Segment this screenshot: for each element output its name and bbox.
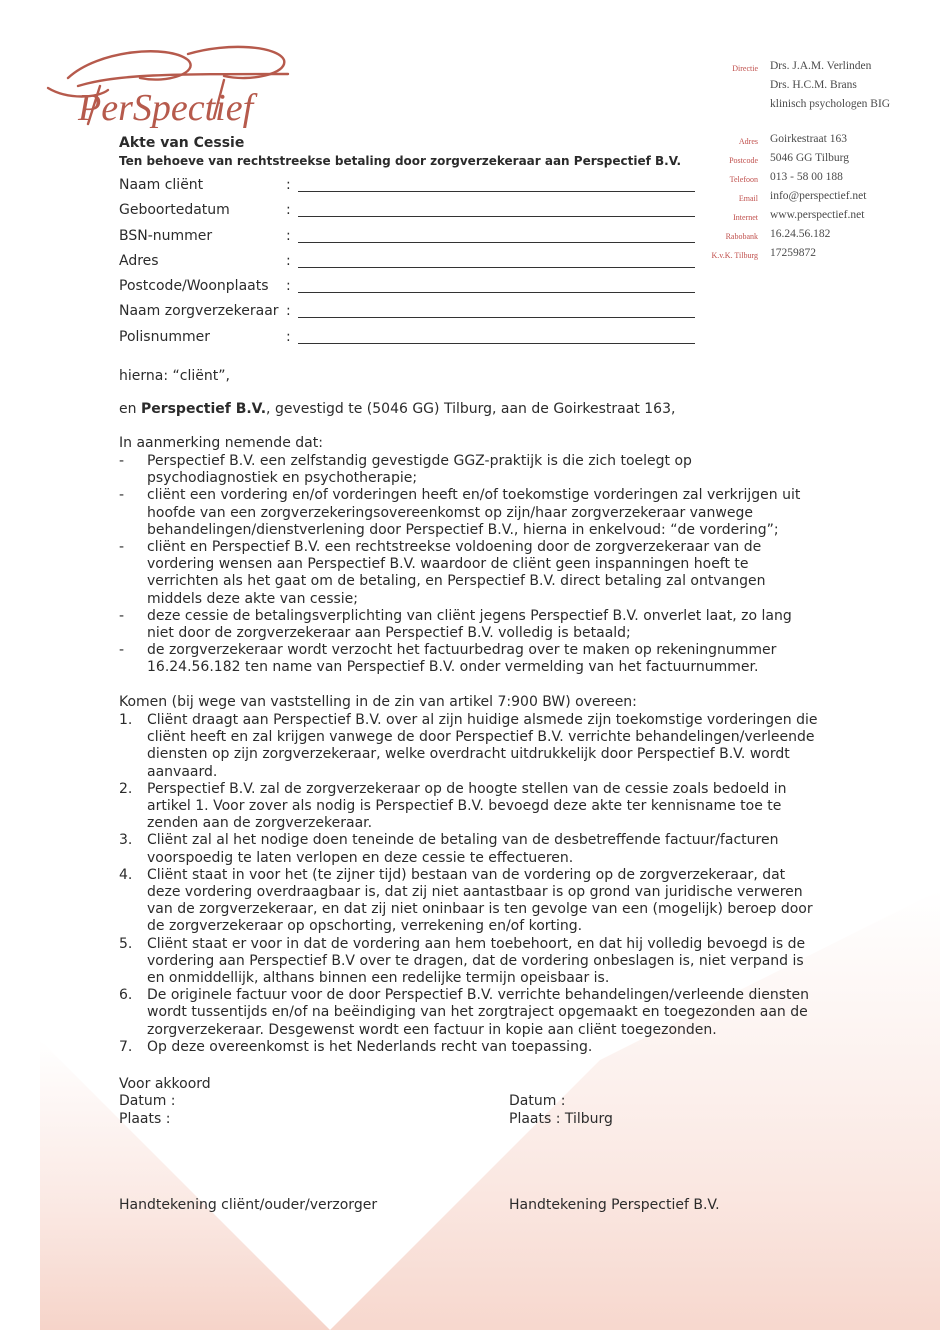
field-colon: :: [286, 202, 291, 219]
bullet-dash: -: [119, 642, 125, 659]
document-title: Akte van Cessie: [119, 135, 245, 151]
fill-in-line[interactable]: [298, 292, 695, 293]
article-number: 7.: [119, 1038, 133, 1055]
contact-sidebar: [690, 60, 930, 266]
contact-row: [690, 79, 930, 98]
field-label: Polisnummer: [119, 328, 210, 345]
form-field-adres: [119, 253, 699, 278]
bullet-dash: -: [119, 487, 125, 504]
field-colon: :: [286, 303, 291, 320]
article-item: 3. Cliënt zal al het nodige doen teneinde de betaling van de desbetreffende factuur/facturen voorspoedig te laten verlopen en deze cessie te effectueren.: [119, 832, 779, 866]
field-label: Adres: [119, 252, 159, 269]
contact-row: [690, 152, 930, 171]
article-number: 4.: [119, 866, 133, 883]
fill-in-line[interactable]: [298, 343, 695, 344]
contact-value: 16.24.56.182: [770, 228, 831, 240]
article-item: 5. Cliënt staat er voor in dat de vordering aan hem toebehoort, en dat hij volledig bevoegd is de vordering aan Perspectief B.V over te dragen, dat de vordering onbeslagen is, niet verpand is en onmiddellijk, althans binnen een redelijke termijn opeisbaar is.: [119, 935, 806, 987]
field-colon: :: [286, 328, 291, 345]
fill-in-line[interactable]: [298, 242, 695, 243]
article-number: 2.: [119, 780, 133, 797]
article-item: 4. Cliënt staat in voor het (te zijner tijd) bestaan van de vordering op de zorgverzekeraar, dat deze vordering overdraagbaar is, dat zij niet aantastbaar is op grond van juridische verweren van de zorgverzekeraar, en dat zij niet oninbaar is ten gevolge van een (mogelijk) beroep door de zorgverzekeraar op opschorting, verrekening en/of korting.: [119, 866, 813, 935]
bullet-dash: -: [119, 453, 125, 469]
company-name: Perspectief B.V.: [140, 401, 267, 417]
contact-key: K.v.K. Tilburg: [711, 251, 758, 260]
client-signature-label: Handtekening cliënt/ouder/verzorger: [119, 1197, 378, 1213]
article-item: 2. Perspectief B.V. zal de zorgverzekeraar op de hoogte stellen van de cessie zoals bedoeld in artikel 1. Voor zover als nodig is Perspectief B.V. bevoegd deze akte ter kennisname toe te zenden aan de zorgverzekeraar.: [119, 780, 787, 832]
contact-row: [690, 209, 930, 228]
contact-row: [690, 228, 930, 247]
form-field-naam-client: [119, 177, 699, 202]
form-field-zorgverzekeraar: [119, 303, 699, 328]
fill-in-line[interactable]: [298, 317, 695, 318]
list-item: - de zorgverzekeraar wordt verzocht het factuurbedrag over te maken op rekeningnummer 16.24.56.182 ten name van Perspectief B.V. onder vermelding van het factuurnummer.: [119, 642, 777, 676]
field-label: Postcode/Woonplaats: [119, 278, 269, 295]
form-field-geboortedatum: [119, 202, 699, 227]
contact-value: 5046 GG Tilburg: [770, 152, 850, 164]
field-colon: :: [286, 227, 291, 244]
client-plaats-label: Plaats :: [119, 1111, 171, 1127]
article-item: 1. Cliënt draagt aan Perspectief B.V. over al zijn huidige alsmede zijn toekomstige vorderingen die cliënt heeft en zal krijgen vanwege de door Perspectief B.V. verrichte behandelingen/verleende diensten op zijn zorgverzekeraar, welke overdracht uitdrukkelijk door Perspectief B.V. wordt aanvaard.: [119, 712, 818, 780]
contact-key: Postcode: [729, 156, 758, 165]
client-form: [119, 177, 699, 354]
contact-value: Drs. H.C.M. Brans: [770, 79, 857, 91]
field-colon: :: [286, 177, 291, 193]
article-number: 3.: [119, 832, 133, 849]
list-item: - cliënt en Perspectief B.V. een rechtstreekse voldoening door de zorgverzekeraar van de vordering wensen aan Perspectief B.V. waardoor de cliënt geen inspanningen hoeft te verrichten als het gaat om de betaling, en Perspectief B.V. direct betaling zal ontvangen middels deze akte van cessie;: [119, 539, 766, 607]
contact-value: Drs. J.A.M. Verlinden: [770, 60, 872, 72]
fill-in-line[interactable]: [298, 191, 695, 192]
contact-key: Email: [738, 194, 758, 203]
field-colon: :: [286, 252, 291, 269]
agree-title: Komen (bij wege van vaststelling in de zin van artikel 7:900 BW) overeen:: [119, 694, 637, 710]
article-item: 7. Op deze overeenkomst is het Nederlands recht van toepassing.: [119, 1038, 593, 1055]
contact-key: Rabobank: [725, 232, 758, 241]
considering-title: In aanmerking nemende dat:: [119, 435, 323, 451]
perspectief-logo: [38, 38, 308, 128]
contact-value: info@perspectief.net: [770, 190, 867, 202]
considering-list: [119, 453, 800, 677]
company-signature-label: Handtekening Perspectief B.V.: [509, 1197, 720, 1213]
list-item: - Perspectief B.V. een zelfstandig gevestigde GGZ-praktijk is die zich toelegt op psychodiagnostiek en psychotherapie;: [119, 453, 692, 487]
field-label: Naam zorgverzekeraar: [119, 303, 279, 320]
contact-value: Goirkestraat 163: [770, 133, 847, 145]
logo-wordmark: PerSpectief: [78, 87, 254, 128]
field-colon: :: [286, 278, 291, 295]
fill-in-line[interactable]: [298, 267, 695, 268]
article-number: 5.: [119, 935, 133, 952]
contact-key: Adres: [738, 137, 758, 146]
bullet-dash: -: [119, 607, 125, 624]
article-number: 1.: [119, 712, 133, 728]
contact-row: [690, 171, 930, 190]
field-label: Naam cliënt: [119, 177, 204, 193]
contact-row: [690, 247, 930, 266]
party-text: en Perspectief B.V., gevestigd te (5046 GG) Tilburg, aan de Goirkestraat 163,: [119, 401, 676, 417]
contact-key: Directie: [732, 64, 758, 73]
bullet-dash: -: [119, 539, 125, 556]
contact-value: 013 - 58 00 188: [770, 171, 843, 183]
client-datum-label: Datum :: [119, 1093, 176, 1109]
field-label: BSN-nummer: [119, 227, 213, 244]
fill-in-line[interactable]: [298, 216, 695, 217]
document-subtitle: Ten behoeve van rechtstreekse betaling door zorgverzekeraar aan Perspectief B.V.: [119, 154, 682, 168]
list-item: - cliënt een vordering en/of vorderingen heeft en/of toekomstige vorderingen zal verkrijgen uit hoofde van een zorgverzekeringsovereenkomst op zijn/haar zorgverzekeraar vanwege behandelingen/dienstverlening door Perspectief B.V., hierna in enkelvoud: “de vordering”;: [119, 487, 801, 538]
form-field-postcode: [119, 278, 699, 303]
contact-key: Telefoon: [729, 175, 758, 184]
contact-value: 17259872: [770, 247, 816, 259]
company-datum-label: Datum :: [509, 1093, 566, 1109]
contact-row: [690, 133, 930, 152]
list-item: - deze cessie de betalingsverplichting van cliënt jegens Perspectief B.V. onverlet laat, zo lang niet door de zorgverzekeraar aan Perspectief B.V. volledig is betaald;: [119, 607, 792, 642]
contact-value: www.perspectief.net: [770, 209, 865, 221]
field-label: Geboortedatum: [119, 202, 230, 219]
contact-value: klinisch psychologen BIG: [770, 98, 891, 110]
form-field-polisnummer: [119, 329, 699, 354]
form-field-bsn: [119, 228, 699, 253]
hierna-text: hierna: “cliënt”,: [119, 368, 230, 384]
contact-key: Internet: [733, 213, 758, 222]
company-plaats-label: Plaats : Tilburg: [509, 1111, 613, 1127]
contact-row: [690, 98, 930, 117]
articles-list: [119, 712, 818, 1056]
voor-akkoord-label: Voor akkoord: [119, 1076, 211, 1092]
article-number: 6.: [119, 987, 133, 1004]
contact-row: [690, 190, 930, 209]
article-item: 6. De originele factuur voor de door Perspectief B.V. verrichte behandelingen/verleende diensten wordt tussentijds en/of na beëindiging van het zorgtraject opgemaakt en toegezonden aan de zorgverzekeraar. Desgewenst wordt een factuur in kopie aan cliënt toegezonden.: [119, 987, 809, 1038]
contact-row: [690, 60, 930, 79]
